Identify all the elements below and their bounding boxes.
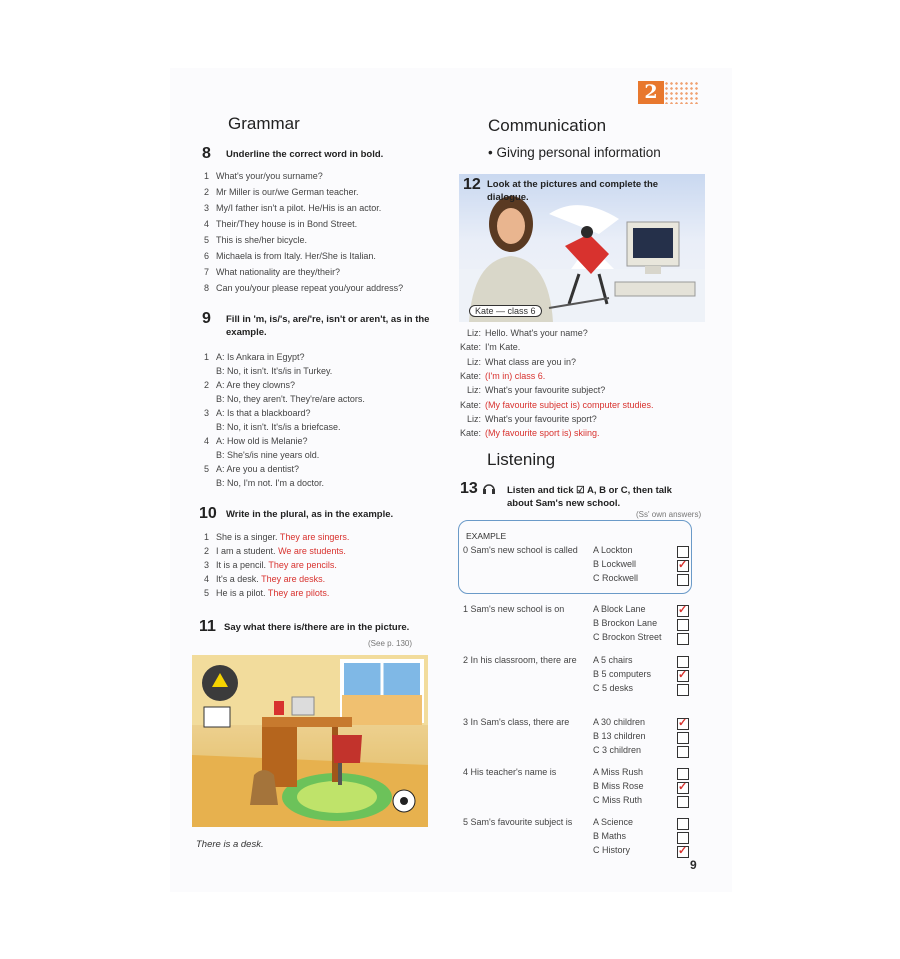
option-letter: A [593,545,599,555]
ex9-item-a [204,463,299,475]
option [593,604,646,614]
checkbox[interactable] [677,746,689,758]
question-text: In his classroom, there are [470,655,577,665]
classroom-picture [192,655,428,827]
dialogue-line [454,327,588,339]
checkbox[interactable] [677,732,689,744]
dialogue-line [454,370,545,382]
ex9-item-b [216,449,319,461]
ex8-instruction: Underline the correct word in bold. [226,149,384,160]
option [593,632,662,642]
speaker: Liz: [466,328,481,338]
item-text-b: B: No, it isn't. It's/is a briefcase. [216,422,341,432]
ex9-item-b [216,421,340,433]
checkbox[interactable] [677,832,689,844]
ex13-number: 13 [460,480,478,497]
option-text: Rockwell [602,573,639,583]
option [593,745,641,755]
option-letter: A [593,655,599,665]
ex8-item [204,234,307,246]
ex12-number: 12 [463,176,481,193]
question [463,655,577,665]
option [593,573,638,583]
ex10-item [204,573,325,585]
item-answer: We are students. [278,546,346,556]
option [593,817,633,827]
option-text: 13 children [601,731,646,741]
checkbox[interactable] [677,796,689,808]
ex10-item [204,545,346,557]
ex13-note: (Ss' own answers) [636,510,702,519]
dialogue-line [454,399,654,411]
item-text-a: A: Is that a blackboard? [216,408,311,418]
checkbox-ticked[interactable] [677,718,689,730]
item-number: 2 [204,546,210,556]
checkbox-ticked[interactable] [677,670,689,682]
item-number: 4 [204,219,210,229]
dialogue-line [454,427,600,439]
ex10-item [204,587,329,599]
line-text: I'm Kate. [485,342,521,353]
question [463,817,572,827]
item-text: What nationality are they/their? [216,267,341,277]
question-number: 2 [463,655,469,665]
item-text-a: A: Are you a dentist? [216,464,300,474]
unit-tab-pattern [664,81,700,104]
option [593,767,643,777]
option [593,845,630,855]
option-letter: A [593,604,599,614]
question-number: 3 [463,717,469,727]
item-text: It is a pencil. [216,560,267,570]
item-text: She is a singer. [216,532,278,542]
item-text: Michaela is from Italy. Her/She is Italian. [216,251,376,261]
speaker: Liz: [466,356,481,367]
item-text-b: B: She's/is nine years old. [216,450,320,460]
ex10-number: 10 [199,505,217,522]
line-answer: (My favourite subject is) computer studies. [485,399,654,410]
listening-heading: Listening [487,450,556,469]
option [593,559,636,569]
ex8-item [204,186,359,198]
option [593,717,645,727]
checkbox-ticked[interactable] [677,782,689,794]
ex11-number: 11 [199,618,216,635]
item-answer: They are pilots. [267,588,330,598]
option-letter: C [593,795,600,805]
ex11-note: (See p. 130) [368,639,413,648]
item-number: 1 [204,352,210,362]
checkbox[interactable] [677,619,689,631]
question-text: Sam's favourite subject is [470,817,573,827]
checkbox[interactable] [677,656,689,668]
question [463,767,556,777]
ex9-item-b [216,477,324,489]
option [593,545,633,555]
question-number: 0 [463,545,469,555]
line-answer: (I'm in) class 6. [485,370,546,381]
item-text: Mr Miller is our/we German teacher. [216,187,359,197]
checkbox[interactable] [677,768,689,780]
item-number: 7 [204,267,210,277]
question-text: Sam's new school is called [470,545,578,555]
option [593,655,633,665]
speaker: Kate: [459,370,481,381]
ex9-item-a [204,435,308,447]
option-text: History [602,845,631,855]
communication-subheading: • Giving personal information [488,145,661,160]
dialogue-line [454,413,597,425]
option-text: Maths [601,831,627,841]
option-text: Brockon Lane [601,618,658,628]
checkbox-ticked[interactable] [677,605,689,617]
option-text: Miss Rush [601,767,644,777]
line-answer: (My favourite sport is) skiing. [485,428,600,439]
ex10-item [204,531,349,543]
question-number: 1 [463,604,469,614]
item-number: 5 [204,464,210,474]
option [593,669,651,679]
item-text-a: A: Is Ankara in Egypt? [216,352,305,362]
item-answer: They are singers. [279,532,350,542]
question [463,545,578,555]
question [463,717,569,727]
item-number: 4 [204,574,210,584]
line-text: What's your favourite subject? [485,385,606,396]
speaker: Liz: [466,413,481,424]
checkbox[interactable] [677,684,689,696]
ex12-instruction: Look at the pictures and complete the dialogue. [487,179,659,203]
item-text-a: A: How old is Melanie? [216,436,308,446]
option-text: Brockon Street [602,632,662,642]
line-text: Hello. What's your name? [485,328,588,338]
ex8-item [204,170,323,182]
option-letter: B [593,669,600,679]
item-number: 5 [204,588,210,598]
option-text: 30 children [601,717,646,727]
item-text: Their/They house is in Bond Street. [216,219,358,229]
headphones-icon [481,480,497,496]
item-number: 8 [204,283,210,293]
item-number: 3 [204,560,210,570]
item-number: 2 [204,187,210,197]
option-text: Lockton [601,545,633,555]
option-letter: A [593,717,599,727]
option [593,683,633,693]
option-letter: B [593,781,600,791]
item-text: It's a desk. [216,574,259,584]
ex8-item [204,218,357,230]
option-letter: C [593,573,600,583]
ex13-instruction: Listen and tick ☑ A, B or C, then talk about Sam's new school. [507,485,672,509]
question-text: In Sam's class, there are [470,717,570,727]
item-text-b: B: No, I'm not. I'm a doctor. [216,478,324,488]
dialogue-line [454,384,605,396]
page-number: 9 [690,858,697,872]
option-letter: B [593,559,600,569]
checkbox-ticked[interactable] [677,846,689,858]
option-letter: A [593,817,599,827]
option [593,795,642,805]
option-text: Science [601,817,634,827]
ex9-number: 9 [202,310,211,327]
ex8-number: 8 [202,145,211,162]
question-text: His teacher's name is [470,767,557,777]
item-text-a: A: Are they clowns? [216,380,296,390]
option [593,831,626,841]
option [593,731,646,741]
communication-heading: Communication [488,116,607,135]
ex10-item [204,559,337,571]
speaker: Liz: [466,385,481,396]
option-text: Miss Rose [601,781,644,791]
ex11-instruction: Say what there is/there are in the picture. [224,622,410,633]
item-number: 1 [204,532,210,542]
grammar-heading: Grammar [228,114,300,133]
ex9-item-a [204,407,311,419]
item-number: 2 [204,380,210,390]
item-answer: They are desks. [261,574,326,584]
option-letter: C [593,745,600,755]
ex9-item-b [216,365,332,377]
option-letter: A [593,767,599,777]
option [593,618,657,628]
option-letter: C [593,845,600,855]
checkbox[interactable] [677,574,689,586]
item-text-b: B: No, it isn't. It's/is in Turkey. [216,366,333,376]
option [593,781,644,791]
option-letter: C [593,632,600,642]
ex8-item [204,250,376,262]
speaker: Kate: [459,428,481,439]
dialogue-line [454,341,520,353]
item-number: 5 [204,235,210,245]
speaker: Kate: [459,399,481,410]
option-text: Block Lane [601,604,646,614]
ex9-item-a [204,351,305,363]
item-text-b: B: No, they aren't. They're/are actors. [216,394,365,404]
item-number: 4 [204,436,210,446]
ex8-item [204,266,340,278]
ex9-item-b [216,393,365,405]
question-text: Sam's new school is on [470,604,565,614]
ex11-caption: There is a desk. [196,839,264,850]
unit-tab: 2 [638,81,664,104]
ex12-photo-tag: Kate — class 6 [469,305,542,317]
item-number: 3 [204,203,210,213]
item-text: Can you/your please repeat you/your address? [216,283,404,293]
option-letter: B [593,831,600,841]
checkbox[interactable] [677,633,689,645]
ex9-item-a [204,379,295,391]
ex10-instruction: Write in the plural, as in the example. [226,509,394,520]
item-number: 1 [204,171,210,181]
question-number: 4 [463,767,469,777]
item-text: What's your/you surname? [216,171,323,181]
item-text: I am a student. [216,546,276,556]
option-letter: C [593,683,600,693]
ex8-item [204,202,381,214]
item-text: My/I father isn't a pilot. He/His is an actor. [216,203,382,213]
option-text: 5 desks [602,683,634,693]
item-text: He is a pilot. [216,588,266,598]
item-answer: They are pencils. [268,560,337,570]
option-text: 3 children [602,745,642,755]
line-text: What's your favourite sport? [485,413,597,424]
option-text: Lockwell [601,559,637,569]
checkbox[interactable] [677,546,689,558]
option-text: 5 chairs [601,655,633,665]
checkbox[interactable] [677,818,689,830]
question-number: 5 [463,817,469,827]
checkbox-ticked[interactable] [677,560,689,572]
item-text: This is she/her bicycle. [216,235,308,245]
question [463,604,564,614]
item-number: 3 [204,408,210,418]
ex9-instruction: Fill in 'm, is/'s, are/'re, isn't or aren't, as in the example. [226,314,430,338]
dialogue-line [454,356,576,368]
example-label: EXAMPLE [466,531,507,541]
option-letter: B [593,731,600,741]
option-text: Miss Ruth [602,795,643,805]
option-letter: B [593,618,600,628]
option-text: 5 computers [601,669,652,679]
ex8-item [204,282,403,294]
line-text: What class are you in? [485,356,577,367]
speaker: Kate: [459,342,481,353]
item-number: 6 [204,251,210,261]
